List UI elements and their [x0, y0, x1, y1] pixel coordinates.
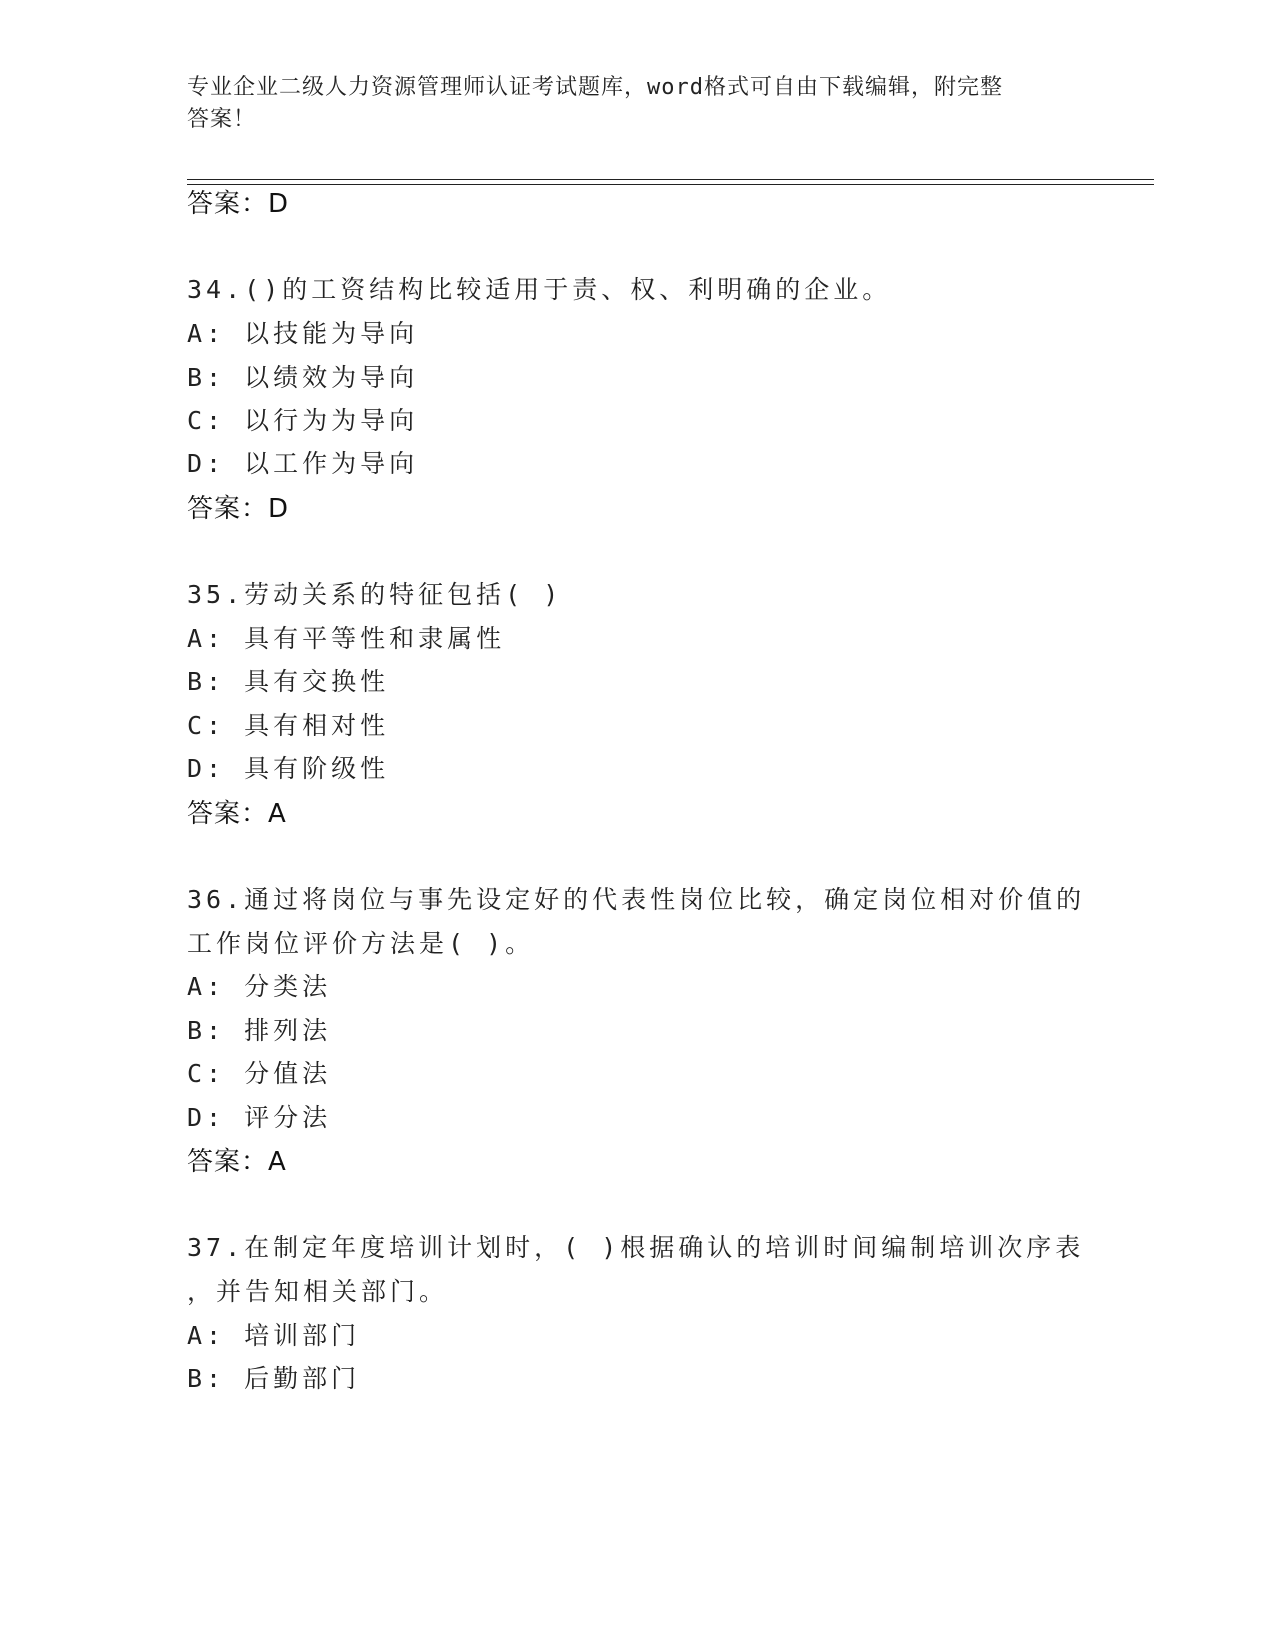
option-b: B: 后勤部门 — [187, 1364, 361, 1393]
option-b: B: 以绩效为导向 — [187, 363, 419, 392]
header-line-1: 专业企业二级人力资源管理师认证考试题库，word格式可自由下载编辑，附完整 — [187, 75, 1003, 100]
question-stem: 35.劳动关系的特征包括( ) — [187, 580, 563, 609]
question-stem-continued: 工作岗位评价方法是( )。 — [187, 929, 535, 958]
option-d: D: 以工作为导向 — [187, 449, 419, 478]
option-b: B: 具有交换性 — [187, 667, 390, 696]
option-c: C: 具有相对性 — [187, 711, 390, 740]
document-header — [187, 72, 1067, 136]
option-b: B: 排列法 — [187, 1016, 332, 1045]
option-a: A: 具有平等性和隶属性 — [187, 624, 506, 653]
header-line-2: 答案！ — [187, 107, 257, 132]
question-stem: 34.()的工资结构比较适用于责、权、利明确的企业。 — [187, 275, 892, 304]
option-d: D: 评分法 — [187, 1103, 332, 1132]
question-stem-continued: ，并告知相关部门。 — [187, 1277, 449, 1306]
header-divider — [187, 179, 1154, 185]
option-a: A: 培训部门 — [187, 1321, 361, 1350]
option-a: A: 以技能为导向 — [187, 319, 419, 348]
option-a: A: 分类法 — [187, 972, 332, 1001]
option-c: C: 以行为为导向 — [187, 406, 419, 435]
question-stem: 37.在制定年度培训计划时，( )根据确认的培训时间编制培训次序表 — [187, 1233, 1085, 1262]
answer-line: 答案：D — [187, 494, 290, 524]
answer-line: 答案：A — [187, 799, 287, 829]
option-d: D: 具有阶级性 — [187, 754, 390, 783]
answer-line: 答案：D — [187, 189, 290, 219]
answer-line: 答案：A — [187, 1147, 287, 1177]
option-c: C: 分值法 — [187, 1059, 332, 1088]
question-stem: 36.通过将岗位与事先设定好的代表性岗位比较，确定岗位相对价值的 — [187, 885, 1086, 914]
